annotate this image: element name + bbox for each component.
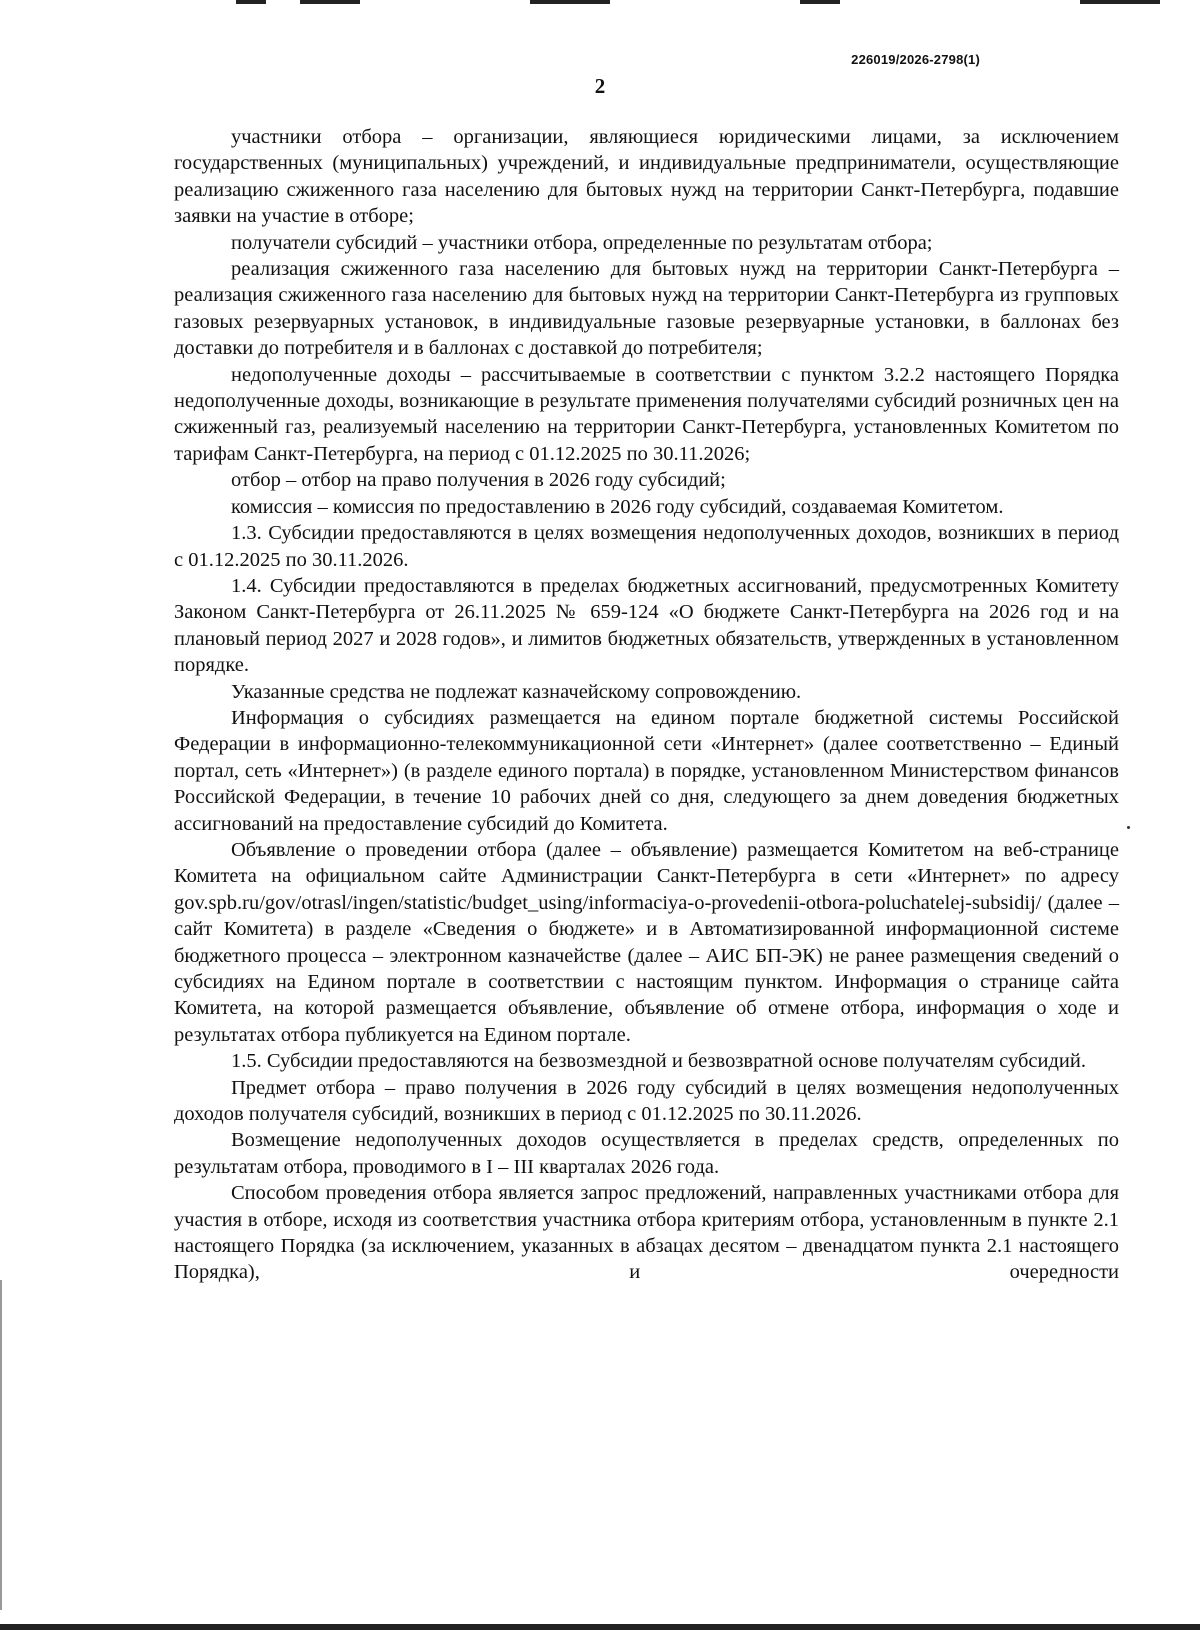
- paragraph: недополученные доходы – рассчитываемые в соответствии с пунктом 3.2.2 настоящего Порядка недополученные доходы, возникающие в результате применения получателями субсидий розничных цен на сжиженный газ, реализуемый населению на территории Санкт-Петербурга, установленных Комитетом по тарифам Санкт-Петербурга, на период с 01.12.2025 по 30.11.2026;: [174, 363, 1119, 465]
- paragraph: Информация о субсидиях размещается на едином портале бюджетной системы Российской Федерации в информационно-телекоммуникационной сети «Интернет» (далее соответственно – Единый портал, сеть «Интернет») (в разделе единого портала) в порядке, установленном Министерством финансов Российской Федерации, в течение 10 рабочих дней со дня, следующего за днем доведения бюджетных ассигнований на предоставление субсидий до Комитета.: [174, 706, 1119, 835]
- scan-artifact: [236, 0, 266, 4]
- scan-artifact: [530, 0, 610, 4]
- scan-edge: [0, 1280, 2, 1610]
- paragraph: Возмещение недополученных доходов осуществляется в пределах средств, определенных по результатам отбора, проводимого в I – III кварталах 2026 года.: [174, 1129, 1119, 1178]
- paragraph: реализация сжиженного газа населению для бытовых нужд на территории Санкт-Петербурга – реализация сжиженного газа населению для бытовых нужд на территории Санкт-Петербурга из групповых газовых резервуарных установок, в индивидуальные газовые резервуарные установки, в баллонах без доставки до потребителя и в баллонах с доставкой до потребителя;: [174, 258, 1119, 360]
- paragraph: участники отбора – организации, являющиеся юридическими лицами, за исключением государственных (муниципальных) учреждений, и индивидуальные предприниматели, осуществляющие реализацию сжиженного газа населению для бытовых нужд на территории Санкт-Петербурга, подавшие заявки на участие в отборе;: [174, 126, 1119, 228]
- paragraph: Предмет отбора – право получения в 2026 году субсидий в целях возмещения недополученных доходов получателя субсидий, возникших в период с 01.12.2025 по 30.11.2026.: [174, 1076, 1119, 1126]
- paragraph: Объявление о проведении отбора (далее – объявление) размещается Комитетом на веб-странице Комитета на официальном сайте Администрации Санкт-Петербурга в сети «Интернет» по адресу gov.spb.ru/gov/otrasl/ingen/statistic/budget_using/informaciya-o-provedenii-otbora-poluchatelej-subsidij/ (далее – сайт Комитета) в разделе «Сведения о бюджете» и в Автоматизированной информационной системе бюджетного процесса – электронном казначействе (далее – АИС БП-ЭК) не ранее размещения сведений о субсидиях на Едином портале в соответствии с настоящим пунктом. Информация о странице сайта Комитета, на которой размещается объявление, объявление об отмене отбора, информация о ходе и результатах отбора публикуется на Едином портале.: [174, 838, 1119, 1046]
- paragraph: получатели субсидий – участники отбора, определенные по результатам отбора;: [231, 231, 933, 254]
- scan-artifact: [300, 0, 360, 4]
- paragraph: комиссия – комиссия по предоставлению в 2026 году субсидий, создаваемая Комитетом.: [231, 495, 1004, 518]
- paragraph: 1.5. Субсидии предоставляются на безвозмездной и безвозвратной основе получателям субсидий.: [231, 1050, 1086, 1073]
- paragraph: 1.4. Субсидии предоставляются в пределах бюджетных ассигнований, предусмотренных Комитету Законом Санкт-Петербурга от 26.11.2025 № 659-124 «О бюджете Санкт-Петербурга на 2026 год и на плановый период 2027 и 2028 годов», и лимитов бюджетных обязательств, утвержденных в установленном порядке.: [174, 574, 1119, 677]
- document-registration-number: 226019/2026-2798(1): [851, 52, 980, 67]
- paragraph: отбор – отбор на право получения в 2026 году субсидий;: [231, 469, 726, 492]
- paragraph: Указанные средства не подлежат казначейскому сопровождению.: [231, 680, 802, 703]
- paragraph: Способом проведения отбора является запрос предложений, направленных участниками отбора для участия в отборе, исходя из соответствия участника отбора критериям отбора, установленным в пункте 2.1 настоящего Порядка (за исключением, указанных в абзацах десятом – двенадцатом пункта 2.1 настоящего Порядка), и очередности: [174, 1182, 1119, 1284]
- scan-edge-bottom: [0, 1624, 1200, 1630]
- scan-speck: [1127, 826, 1130, 829]
- page-number: 2: [594, 74, 606, 98]
- scan-artifact: [800, 0, 840, 4]
- paragraph: 1.3. Субсидии предоставляются в целях возмещения недополученных доходов, возникших в период с 01.12.2025 по 30.11.2026.: [174, 522, 1119, 571]
- scan-artifact: [1080, 0, 1160, 4]
- document-body: [174, 124, 1119, 1286]
